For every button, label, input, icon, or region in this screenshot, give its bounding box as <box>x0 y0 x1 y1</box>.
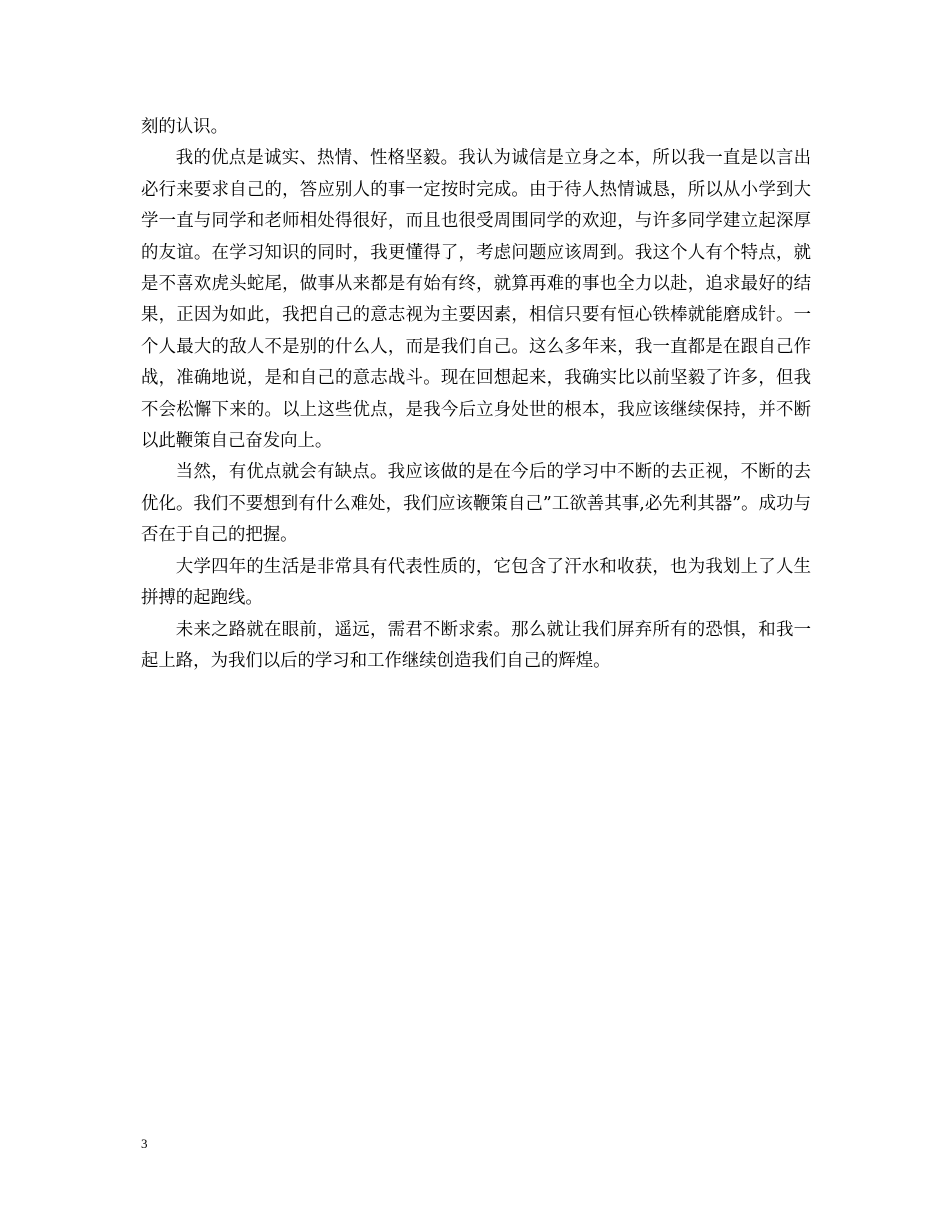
paragraph-future: 未来之路就在眼前，遥远，需君不断求索。那么就让我们屏弃所有的恐惧，和我一起上路，为我们以后的学习和工作继续创造我们自己的辉煌。 <box>141 619 811 671</box>
paragraph-continuation: 刻的认识。 <box>141 117 228 137</box>
paragraph-weaknesses: 当然，有优点就会有缺点。我应该做的是在今后的学习中不断的去正视，不断的去优化。我们不要想到有什么难处，我们应该鞭策自己”工欲善其事,必先利其器”。成功与否在于自己的把握。 <box>141 462 811 546</box>
page-number: 3 <box>141 1136 148 1151</box>
paragraph-university-life: 大学四年的生活是非常具有代表性质的，它包含了汗水和收获，也为我划上了人生拼搏的起跑线。 <box>141 556 811 609</box>
document-body <box>141 112 811 677</box>
paragraph-strengths: 我的优点是诚实、热情、性格坚毅。我认为诚信是立身之本，所以我一直是以言出必行来要求自己的，答应别人的事一定按时完成。由于待人热情诚恳，所以从小学到大学一直与同学和老师相处得很好，而且也很受周围同学的欢迎，与许多同学建立起深厚的友谊。在学习知识的同时，我更懂得了，考虑问题应该周到。我这个人有个特点，就是不喜欢虎头蛇尾，做事从来都是有始有终，就算再难的事也全力以赴，追求最好的结果，正因为如此，我把自己的意志视为主要因素，相信只要有恒心铁棒就能磨成针。一个人最大的敌人不是别的什么人，而是我们自己。这么多年来，我一直都是在跟自己作战，准确地说，是和自己的意志战斗。现在回想起来，我确实比以前坚毅了许多，但我不会松懈下来的。以上这些优点，是我今后立身处世的根本，我应该继续保持，并不断以此鞭策自己奋发向上。 <box>141 148 811 452</box>
